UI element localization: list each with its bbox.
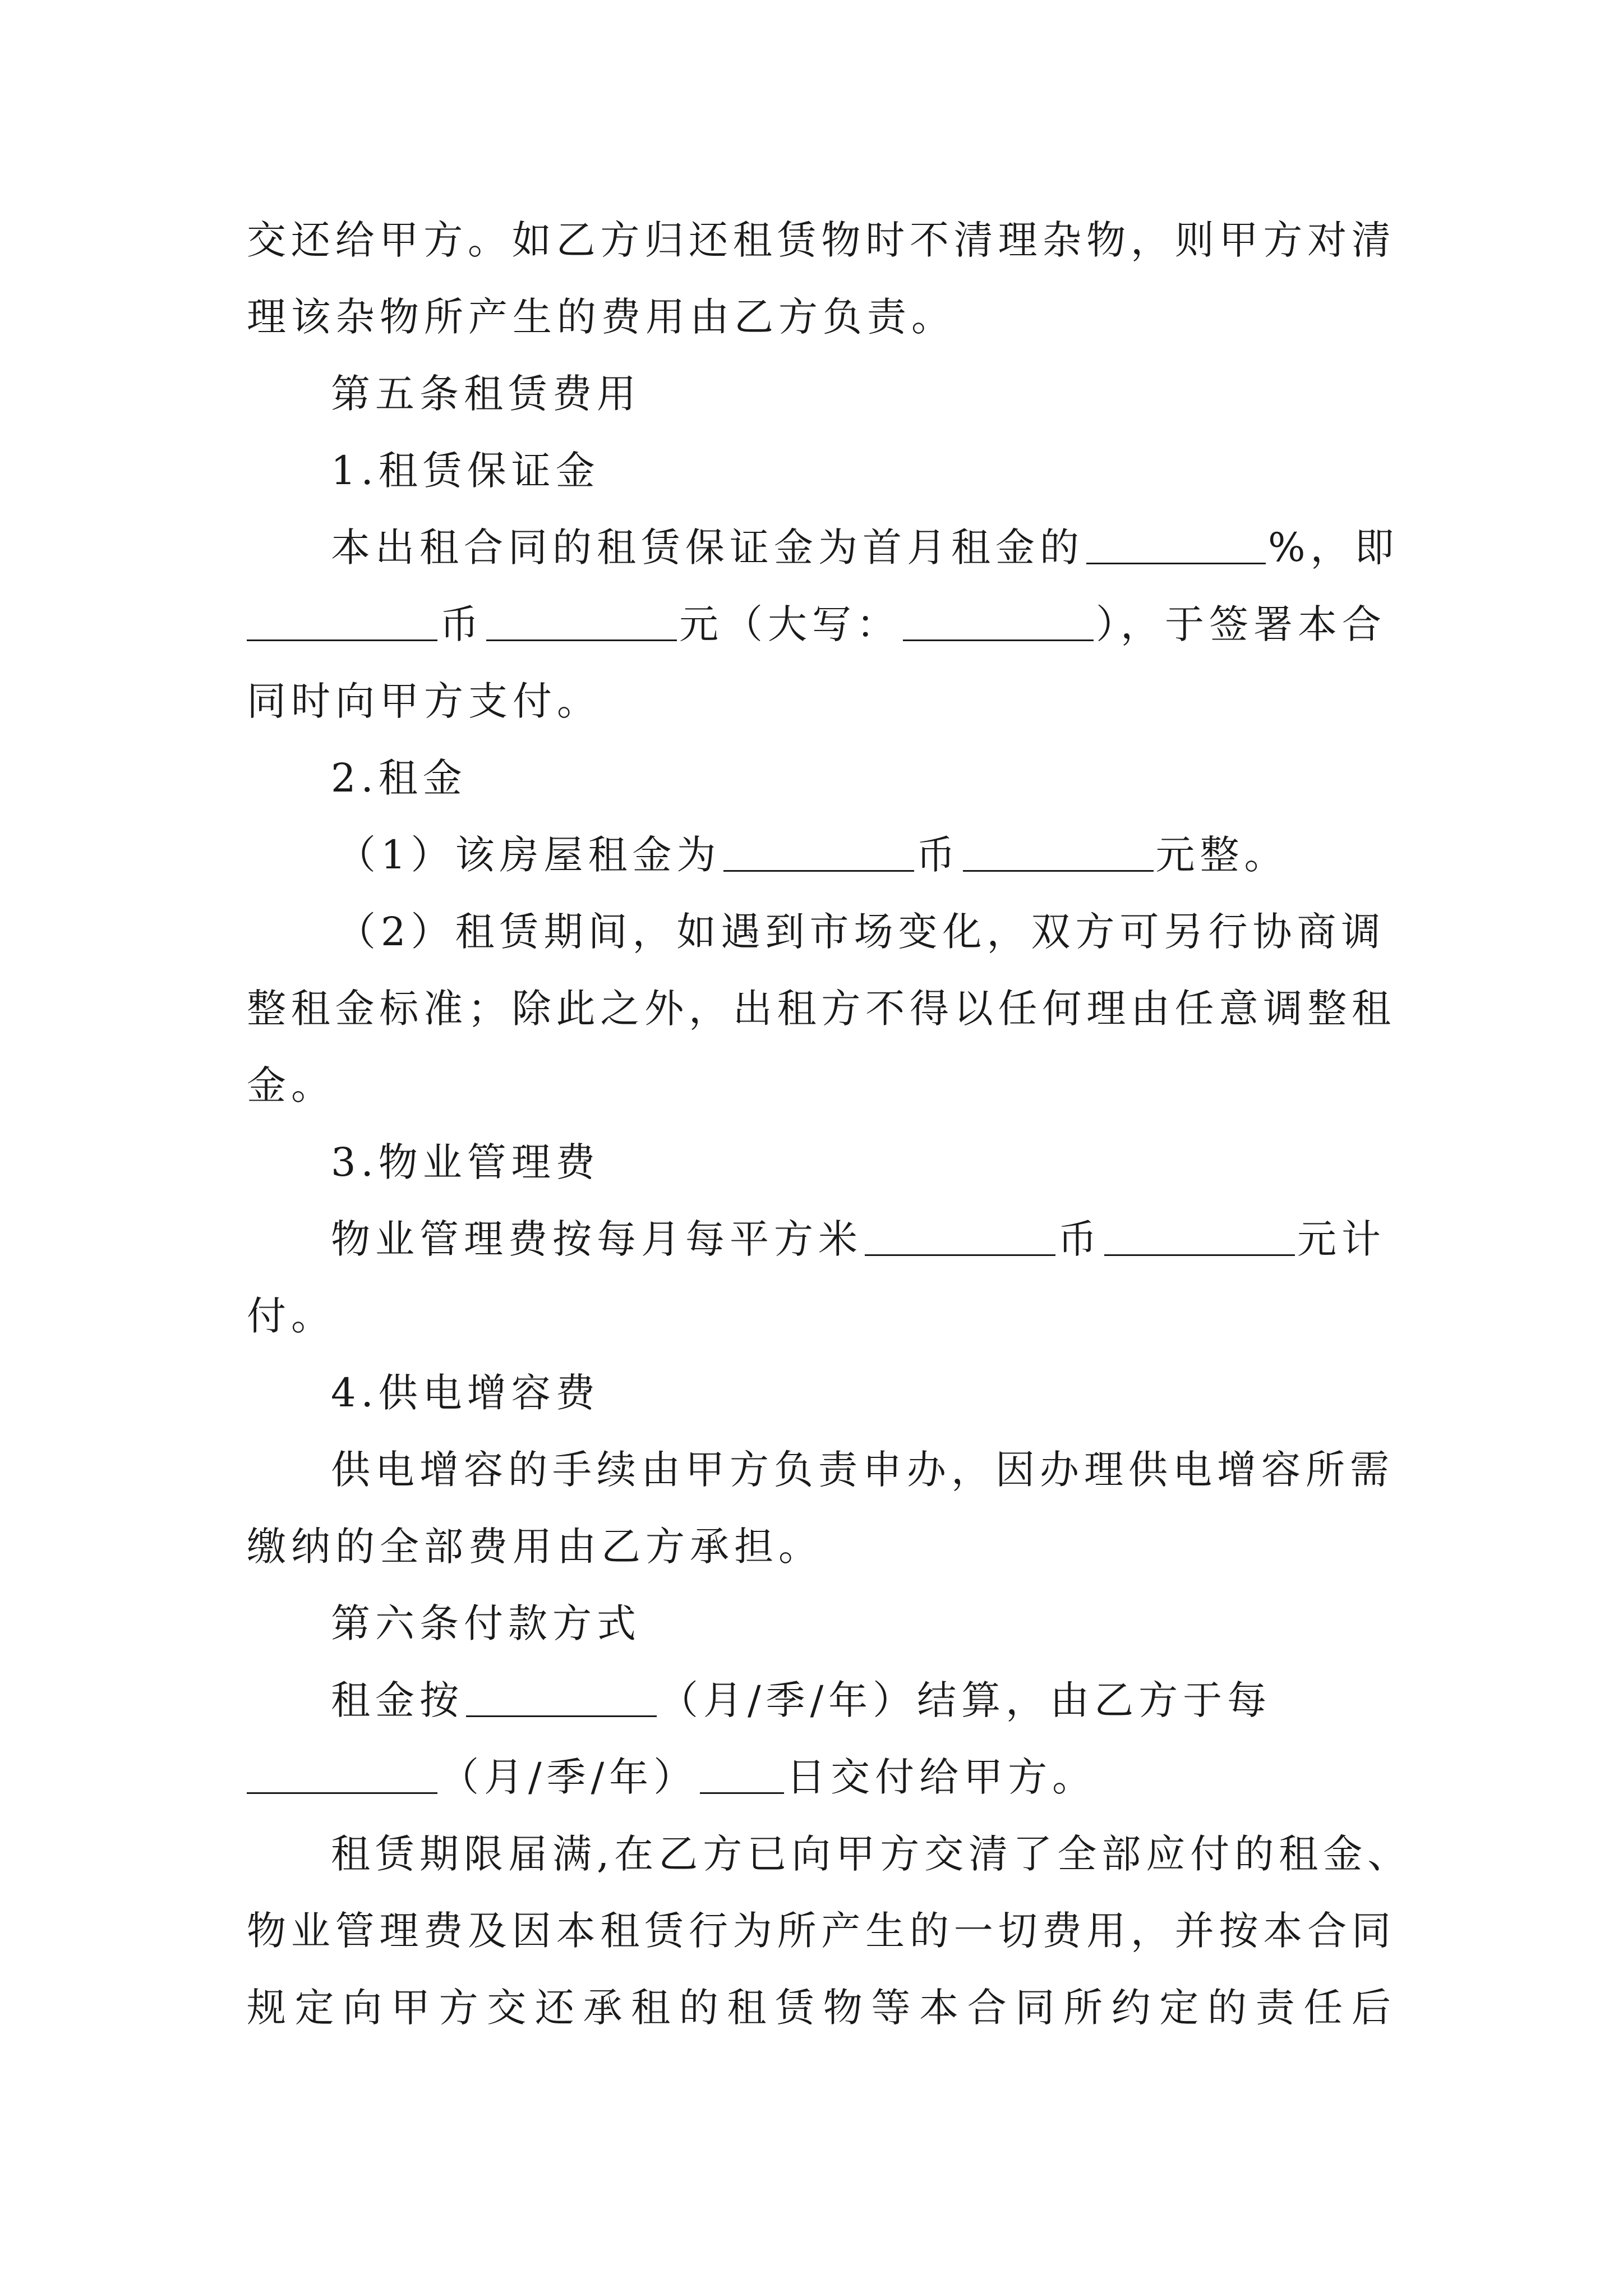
paragraph-line <box>247 1508 1391 1585</box>
text: 租金按 <box>331 1677 464 1723</box>
text: （1）该房屋租金为 <box>336 832 721 878</box>
text: ），于签署本合 <box>1096 601 1386 647</box>
text: 规定向甲方交还承租的租赁物等本合同所约定的责任后 <box>247 1985 1400 2031</box>
text: 币 <box>1058 1216 1102 1262</box>
text: 物业管理费及因本租赁行为所产生的一切费用，并按本合同 <box>247 1908 1396 1954</box>
text: 元整。 <box>1155 832 1289 878</box>
text: 币 <box>916 832 961 878</box>
paragraph-line <box>247 970 1396 1047</box>
text: 缴纳的全部费用由乙方承担。 <box>247 1524 823 1570</box>
fill-blank[interactable] <box>247 1753 437 1794</box>
fill-blank[interactable] <box>963 831 1154 872</box>
paragraph-line <box>247 509 1399 586</box>
paragraph-line <box>247 279 1391 356</box>
fill-blank[interactable] <box>466 1676 657 1717</box>
paragraph-line <box>247 1893 1396 1970</box>
document-page <box>247 202 1412 2046</box>
fill-blank[interactable] <box>486 600 677 641</box>
section-heading <box>247 740 1391 817</box>
fill-blank[interactable] <box>247 600 437 641</box>
text: 交还给甲方。如乙方归还租赁物时不清理杂物，则甲方对清 <box>247 217 1396 263</box>
paragraph-line <box>247 1662 1391 1739</box>
text: （月/季/年） <box>440 1754 698 1800</box>
text: 整租金标准；除此之外，出租方不得以任何理由任意调整租 <box>247 986 1396 1032</box>
text: 日交付给甲方。 <box>786 1754 1097 1800</box>
item-3-title: 3.物业管理费 <box>331 1139 600 1185</box>
text: %，即 <box>1268 524 1399 570</box>
paragraph-line <box>247 1970 1400 2046</box>
fill-blank[interactable] <box>1104 1215 1295 1256</box>
paragraph-line <box>247 894 1391 970</box>
text: 物业管理费按每月每平方米 <box>331 1216 863 1262</box>
text: 付。 <box>247 1293 335 1339</box>
text: （月/季/年）结算，由乙方于每 <box>659 1677 1272 1723</box>
item-4-title: 4.供电增容费 <box>331 1370 600 1416</box>
article-5-title: 第五条租赁费用 <box>331 371 641 417</box>
paragraph-line <box>247 663 1391 740</box>
paragraph-line <box>247 202 1396 279</box>
text: 理该杂物所产生的费用由乙方负责。 <box>247 294 956 340</box>
section-heading <box>247 1355 1391 1432</box>
article-title <box>247 1585 1391 1662</box>
paragraph-line <box>247 586 1391 663</box>
text: （2）租赁期间，如遇到市场变化，双方可另行协商调 <box>336 909 1386 955</box>
paragraph-line <box>247 1047 1391 1124</box>
text: 元（大写： <box>679 601 901 647</box>
text: 同时向甲方支付。 <box>247 678 601 724</box>
paragraph-line <box>247 1278 1391 1355</box>
text: 本出租合同的租赁保证金为首月租金的 <box>331 524 1084 570</box>
section-heading <box>247 432 1391 509</box>
article-title <box>247 356 1391 432</box>
text: 金。 <box>247 1062 335 1108</box>
fill-blank[interactable] <box>723 831 914 872</box>
text: 供电增容的手续由甲方负责申办，因办理供电增容所需 <box>331 1447 1394 1493</box>
paragraph-line <box>247 1816 1412 1893</box>
fill-blank[interactable] <box>1086 523 1266 564</box>
text: 元计 <box>1297 1216 1386 1262</box>
text: 租赁期限届满,在乙方已向甲方交清了全部应付的租金、 <box>331 1831 1412 1877</box>
fill-blank[interactable] <box>700 1753 784 1794</box>
fill-blank[interactable] <box>903 600 1094 641</box>
text: 币 <box>440 601 484 647</box>
paragraph-line <box>247 1432 1394 1508</box>
article-6-title: 第六条付款方式 <box>331 1600 641 1646</box>
item-1-title: 1.租赁保证金 <box>331 448 600 494</box>
paragraph-line <box>247 1739 1391 1816</box>
item-2-title: 2.租金 <box>331 755 467 801</box>
fill-blank[interactable] <box>865 1215 1055 1256</box>
paragraph-line <box>247 1201 1391 1278</box>
paragraph-line <box>247 817 1391 894</box>
section-heading <box>247 1124 1391 1201</box>
